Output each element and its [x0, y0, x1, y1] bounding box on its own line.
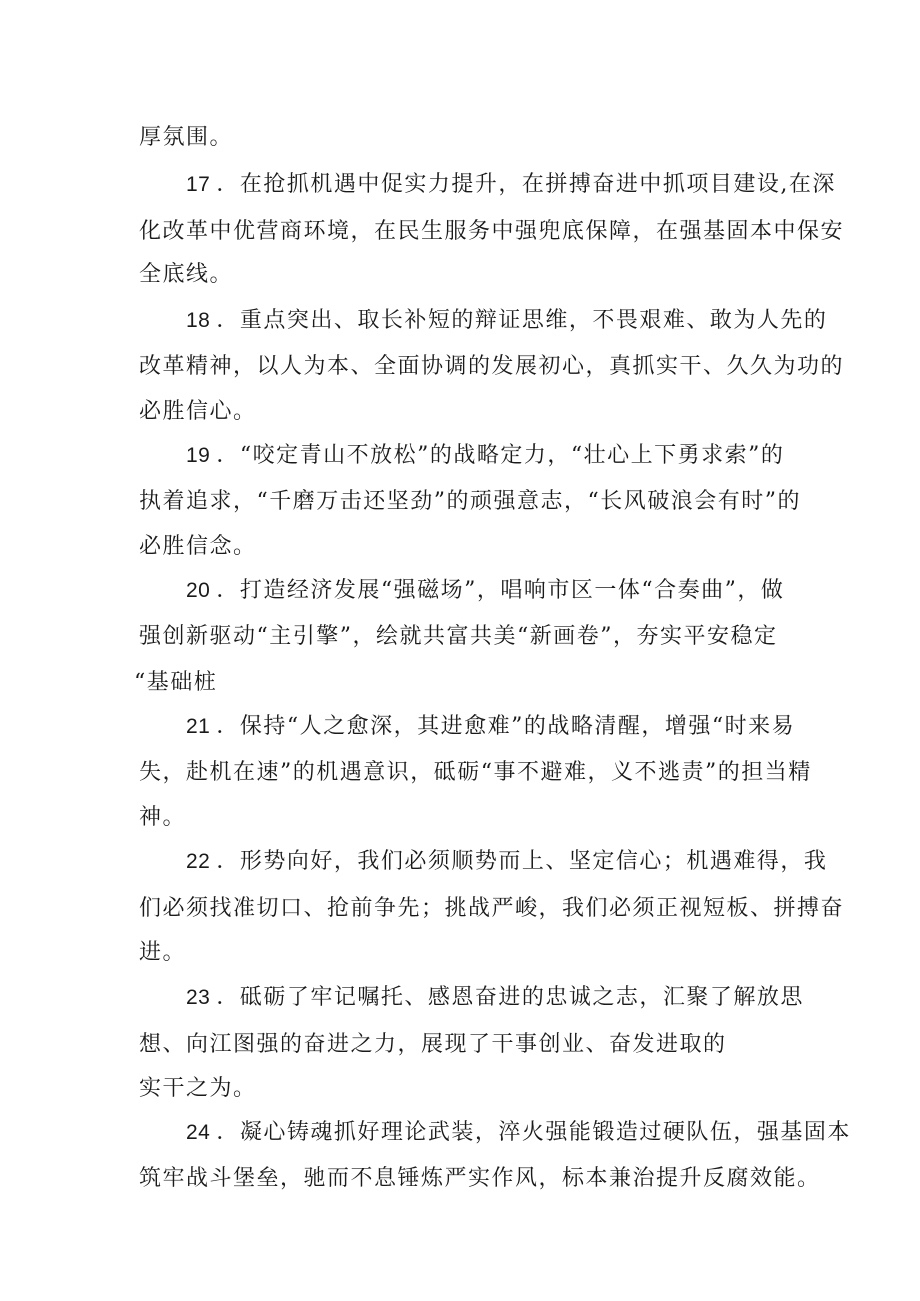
- paragraph-24-line-1: 24 ．凝心铸魂抓好理论武装，淬火强能锻造过硬队伍，强基固本: [186, 1120, 851, 1145]
- paragraph-17-line-3: 全底线。: [139, 262, 234, 287]
- paragraph-21-line-3: 神。: [139, 805, 187, 830]
- paragraph-19-line-1: 19 ．“咬定青山不放松”的战略定力，“壮心上下勇求索”的: [186, 443, 785, 468]
- item-number: 19: [186, 444, 211, 467]
- paragraph-20-line-3: “基础桩: [134, 670, 218, 695]
- item-number: 17: [186, 173, 211, 196]
- item-number: 20: [186, 579, 211, 602]
- paragraph-19-line-3: 必胜信念。: [139, 534, 257, 559]
- paragraph-22-line-1: 22 ．形势向好，我们必须顺势而上、坚定信心；机遇难得，我: [186, 849, 828, 874]
- paragraph-21-line-1: 21 ．保持“人之愈深，其进愈难”的战略清醒，增强“时来易: [186, 714, 796, 739]
- item-number: 22: [186, 850, 211, 873]
- paragraph-21-line-2: 失，赴机在速”的机遇意识，砥砺“事不避难，义不逃责”的担当精: [139, 760, 812, 785]
- paragraph-18-line-3: 必胜信心。: [139, 399, 257, 424]
- paragraph-17-line-1: 17 ．在抢抓机遇中促实力提升，在拼搏奋进中抓项目建设,在深: [186, 172, 836, 197]
- paragraph-18-line-2: 改革精神，以人为本、全面协调的发展初心，真抓实干、久久为功的: [139, 354, 845, 379]
- item-number: 24: [186, 1121, 211, 1144]
- paragraph-22-line-2: 们必须找准切口、抢前争先；挑战严峻，我们必须正视短板、拼搏奋: [139, 896, 845, 921]
- paragraph-23-line-3: 实干之为。: [139, 1076, 257, 1101]
- item-number: 21: [186, 715, 211, 738]
- paragraph-19-line-2: 执着追求，“千磨万击还坚劲”的顽强意志，“长风破浪会有时”的: [139, 489, 801, 514]
- paragraph-16-end: 厚氛围。: [139, 125, 234, 150]
- paragraph-20-line-2: 强创新驱动“主引擎”，绘就共富共美“新画卷”，夯实平安稳定: [139, 624, 778, 649]
- paragraph-17-line-2: 化改革中优营商环境，在民生服务中强兜底保障，在强基固本中保安: [139, 219, 845, 244]
- item-number: 18: [186, 309, 211, 332]
- paragraph-20-line-1: 20 ．打造经济发展“强磁场”，唱响市区一体“合奏曲”，做: [186, 578, 785, 603]
- paragraph-24-line-2: 筑牢战斗堡垒，驰而不息锤炼严实作风，标本兼治提升反腐效能。: [139, 1166, 821, 1191]
- paragraph-18-line-1: 18 ．重点突出、取长补短的辩证思维，不畏艰难、敢为人先的: [186, 308, 828, 333]
- item-number: 23: [186, 986, 211, 1009]
- paragraph-23-line-1: 23 ．砥砺了牢记嘱托、感恩奋进的忠诚之志，汇聚了解放思: [186, 985, 804, 1010]
- paragraph-22-line-3: 进。: [139, 940, 187, 965]
- paragraph-23-line-2: 想、向江图强的奋进之力，展现了干事创业、奋发进取的: [139, 1032, 727, 1057]
